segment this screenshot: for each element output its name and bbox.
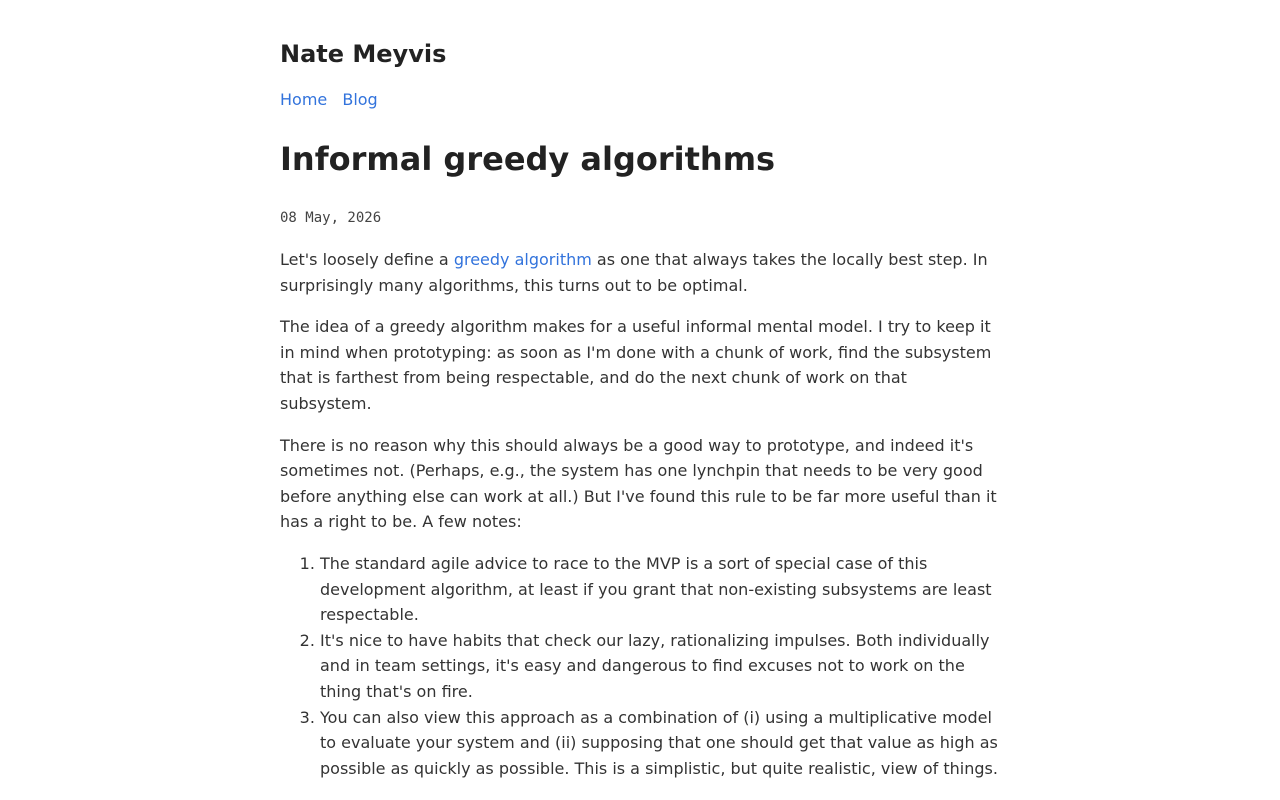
post-title: Informal greedy algorithms bbox=[280, 140, 776, 178]
paragraph-2: The idea of a greedy algorithm makes for a useful informal mental model. I try to keep it in mind when prototyping: as soon as I'm done with a chunk of work, find the subsystem that is farthest from being respectable, and do the next chunk of work on that subsystem. bbox=[280, 317, 992, 413]
paragraph-1-after: as one that always takes the locally best step. In surprisingly many algorithms, this turns out to be optimal. bbox=[280, 250, 988, 295]
nav-blog-link[interactable]: Blog bbox=[342, 90, 378, 109]
post-date: 08 May, 2026 bbox=[280, 210, 382, 226]
site-title[interactable]: Nate Meyvis bbox=[280, 40, 447, 68]
list-item: 1. The standard agile advice to race to the MVP is a sort of special case of this development algorithm, at least if you grant that non-existing subsystems are least respectable. bbox=[320, 551, 1000, 628]
greedy-algorithm-link[interactable]: greedy algorithm bbox=[453, 250, 592, 269]
list-item: 3. You can also view this approach as a combination of (i) using a multiplicative model to evaluate your system and (ii) supposing that one should get that value as high as possible as quickly as possible. This is a simplistic, but quite realistic, view of things. bbox=[320, 705, 1000, 782]
nav-home-link[interactable]: Home bbox=[280, 90, 328, 109]
notes-list bbox=[280, 551, 1000, 781]
list-item: 2. It's nice to have habits that check our lazy, rationalizing impulses. Both individually and in team settings, it's easy and dangerous to find excuses not to work on the thing that's on fire. bbox=[320, 628, 1000, 705]
site-nav bbox=[280, 88, 388, 112]
post-content bbox=[280, 247, 1000, 781]
paragraph-1 bbox=[280, 247, 1000, 298]
paragraph-1-before: Let's loosely define a bbox=[280, 250, 454, 269]
paragraph-3: There is no reason why this should always be a good way to prototype, and indeed it's sometimes not. (Perhaps, e.g., the system has one lynchpin that needs to be very good before anything else can work at all.) But I've found this rule to be far more useful than it has a right to be. A few notes: bbox=[280, 435, 997, 532]
